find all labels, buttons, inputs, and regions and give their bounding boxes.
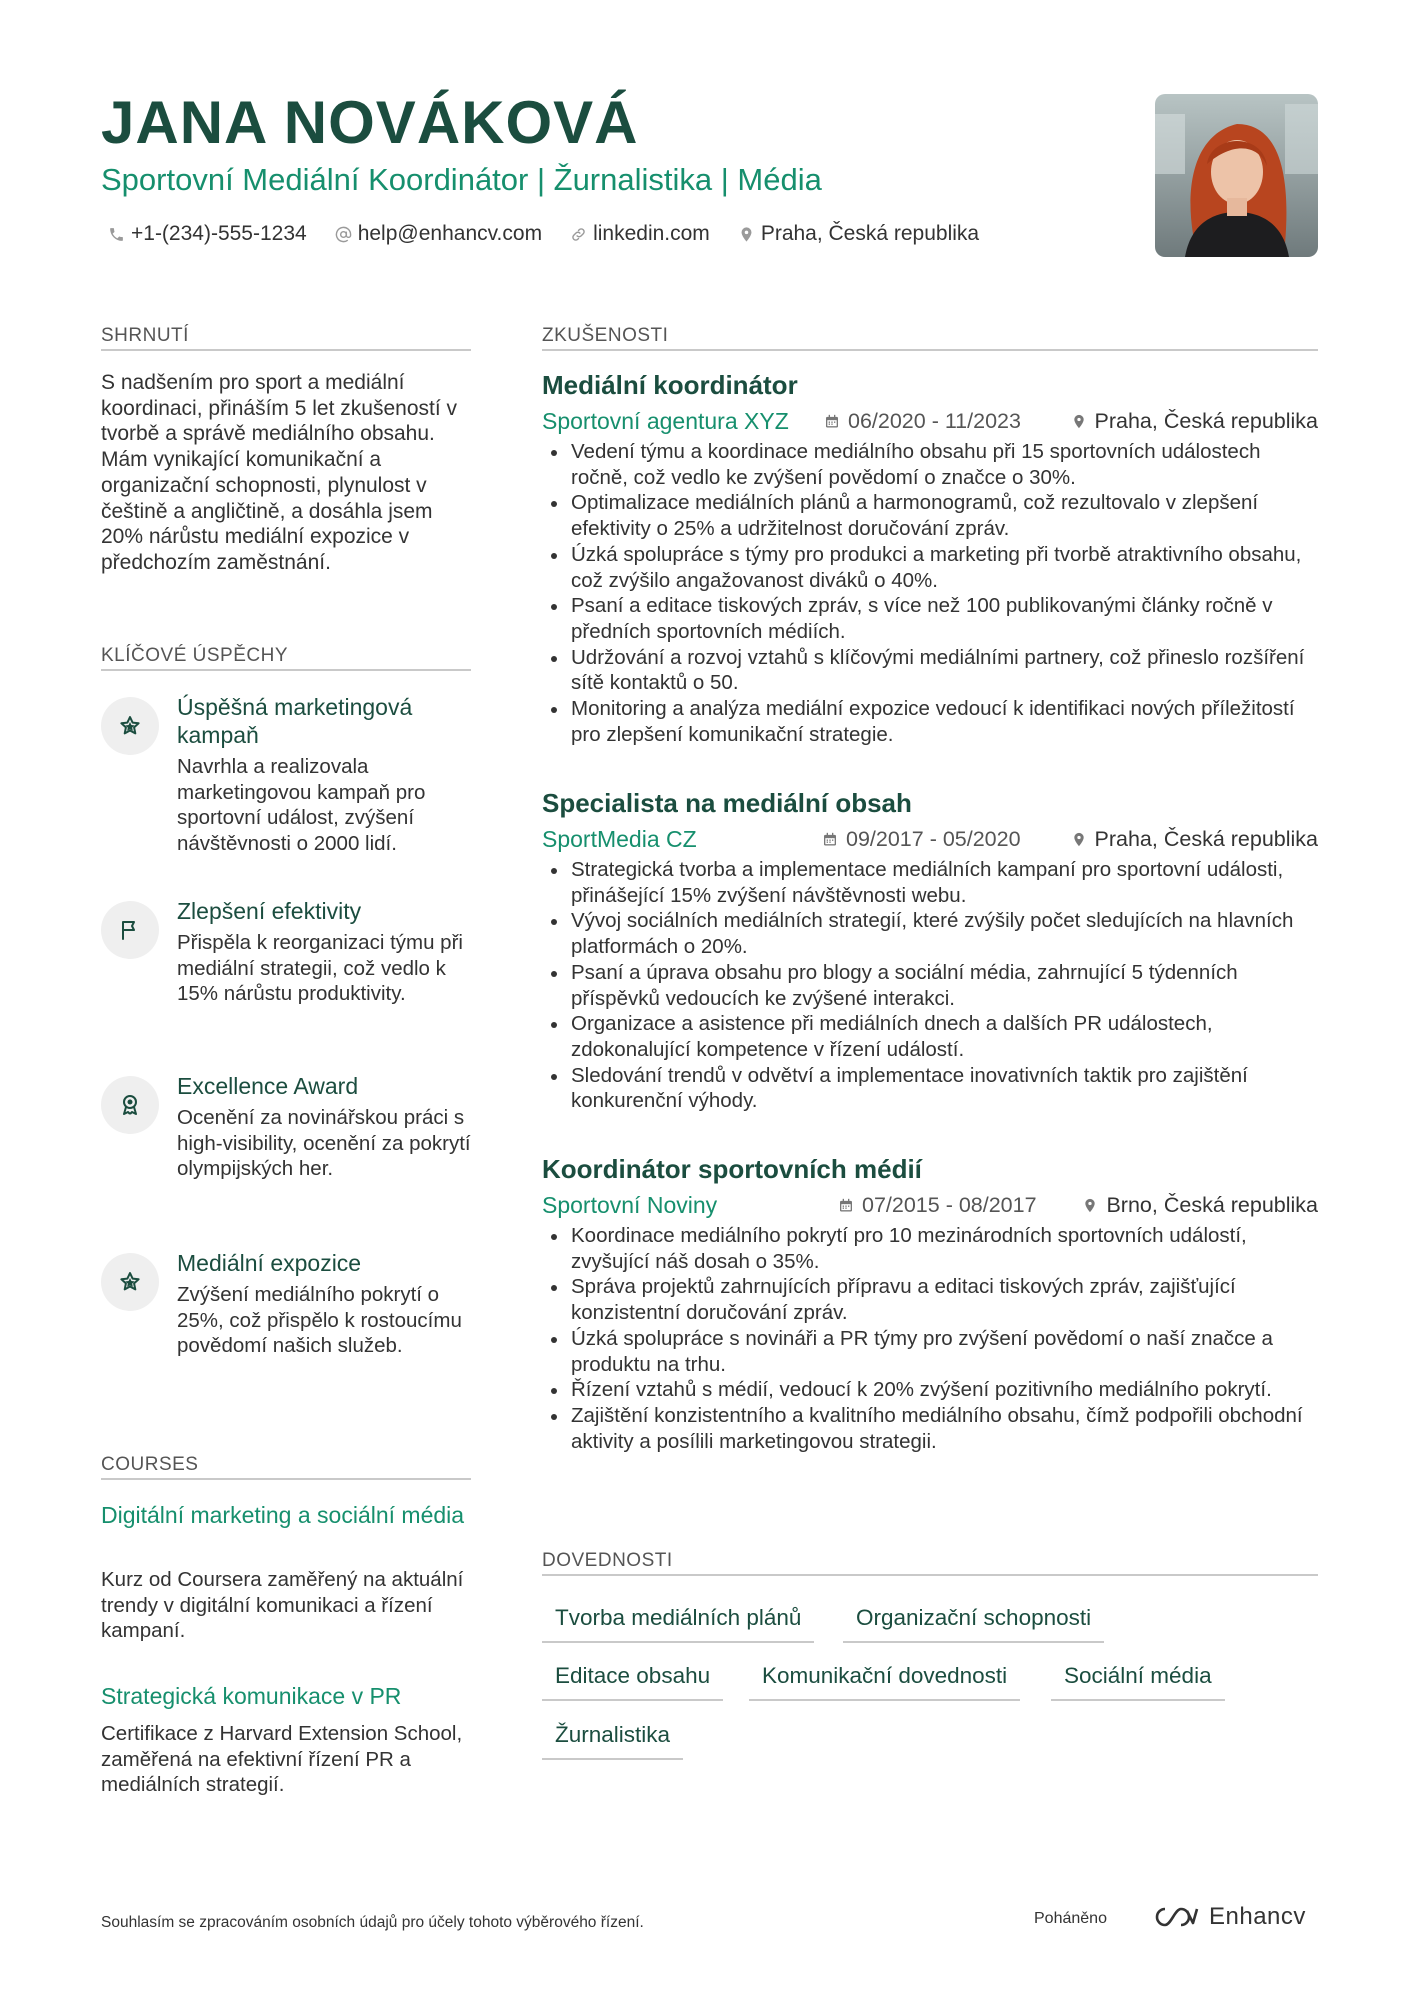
job-bullet: Optimalizace mediálních plánů a harmonogramů, což rezultovalo v zlepšení efektivity o 25% a udržitelnost doručování zpráv. bbox=[542, 490, 1318, 541]
linkedin-text: linkedin.com bbox=[593, 222, 710, 245]
job-bullet: Zajištění konzistentního a kvalitního mediálního obsahu, čímž podpořili obchodní aktivity a posílili marketingovou strategii. bbox=[542, 1403, 1318, 1454]
achievement-icon-circle bbox=[101, 697, 159, 755]
candidate-name: JANA NOVÁKOVÁ bbox=[101, 89, 639, 156]
skill-tag: Žurnalistika bbox=[542, 1720, 683, 1760]
achievement-description: Navrhla a realizovala marketingovou kampaň pro sportovní událost, zvýšení návštěvnosti o 2000 lidí. bbox=[177, 755, 426, 856]
at-icon bbox=[335, 226, 352, 243]
calendar-icon bbox=[838, 1197, 854, 1214]
job-title: Specialista na mediální obsah bbox=[542, 788, 912, 818]
link-icon bbox=[570, 226, 587, 243]
job-entry bbox=[542, 1153, 1318, 1454]
job-dates-text: 06/2020 - 11/2023 bbox=[848, 409, 1021, 433]
achievement-title: Excellence Award bbox=[177, 1073, 359, 1099]
job-entry bbox=[542, 369, 1318, 747]
job-location-text: Praha, Česká republika bbox=[1094, 409, 1318, 433]
job-meta bbox=[542, 823, 1318, 855]
enhancv-logo[interactable] bbox=[1153, 1903, 1306, 1931]
job-bullet: Řízení vztahů s médií, vedoucí k 20% zvýšení pozitivního mediálního pokrytí. bbox=[542, 1377, 1318, 1403]
job-meta bbox=[542, 405, 1318, 437]
summary-heading: SHRNUTÍ bbox=[101, 325, 189, 346]
achievement-description: Zvýšení mediálního pokrytí o 25%, což přispělo k rostoucímu povědomí našich služeb. bbox=[177, 1283, 462, 1358]
job-location bbox=[1082, 1189, 1318, 1221]
job-dates bbox=[824, 405, 1021, 437]
skill-tag: Sociální média bbox=[1051, 1661, 1225, 1701]
achievement-icon-circle bbox=[101, 901, 159, 959]
job-company: Sportovní agentura XYZ bbox=[542, 408, 789, 434]
job-company: SportMedia CZ bbox=[542, 826, 697, 852]
job-bullets bbox=[542, 1223, 1318, 1454]
calendar-icon bbox=[822, 831, 838, 848]
course-description: Kurz od Coursera zaměřený na aktuální trendy v digitální komunikaci a řízení kampaní. bbox=[101, 1568, 464, 1643]
summary-text: S nadšením pro sport a mediální koordinaci, přináším 5 let zkušeností v tvorbě a správě mediálního obsahu. Mám vynikající komunikační a organizační schopnosti, plynulost v češtině a angličtině, a dosáhla jsem 20% nárůstu mediální expozice v předchozím zaměstnání. bbox=[101, 371, 457, 574]
achievement-description: Ocenění za novinářskou práci s high-visibility, ocenění za pokrytí olympijských her. bbox=[177, 1106, 471, 1181]
profile-photo bbox=[1155, 94, 1318, 257]
calendar-icon bbox=[824, 413, 840, 430]
job-bullet: Úzká spolupráce s novináři a PR týmy pro zvýšení povědomí o naší značce a produktu na trhu. bbox=[542, 1326, 1318, 1377]
powered-by-label: Poháněno bbox=[1034, 1910, 1107, 1927]
job-bullets bbox=[542, 857, 1318, 1114]
achievement-item bbox=[101, 1072, 471, 1222]
contact-bar bbox=[108, 219, 979, 249]
job-dates-text: 09/2017 - 05/2020 bbox=[846, 827, 1021, 851]
job-bullet: Strategická tvorba a implementace mediálních kampaní pro sportovní události, přinášející 15% zvýšení návštěvnosti webu. bbox=[542, 857, 1318, 908]
achievement-description: Přispěla k reorganizaci týmu při mediální strategii, což vedlo k 15% nárůstu produktivity. bbox=[177, 931, 463, 1006]
job-bullet: Psaní a úprava obsahu pro blogy a sociální média, zahrnující 5 týdenních příspěvků vedoucích ke zvýšené interakci. bbox=[542, 960, 1318, 1011]
job-bullet: Vedení týmu a koordinace mediálního obsahu při 15 sportovních událostech ročně, což vedlo ke zvýšení povědomí o značce o 30%. bbox=[542, 439, 1318, 490]
achievement-item bbox=[101, 1249, 471, 1399]
job-location bbox=[1071, 405, 1318, 437]
email-text: help@enhancv.com bbox=[357, 222, 543, 245]
achievement-icon-circle bbox=[101, 1076, 159, 1134]
job-bullet: Úzká spolupráce s týmy pro produkci a marketing při tvorbě atraktivního obsahu, což zvýšilo angažovanost diváků o 40%. bbox=[542, 542, 1318, 593]
award-icon bbox=[118, 1093, 142, 1117]
job-bullet: Správa projektů zahrnujících přípravu a editaci tiskových zpráv, zajišťující konzistentní doručování zpráv. bbox=[542, 1274, 1318, 1325]
contact-email[interactable] bbox=[335, 219, 542, 249]
course-description: Certifikace z Harvard Extension School, zaměřená na efektivní řízení PR a mediálních strategií. bbox=[101, 1722, 463, 1797]
job-location-text: Brno, Česká republika bbox=[1106, 1193, 1318, 1217]
location-text: Praha, Česká republika bbox=[760, 222, 980, 245]
skill-tag: Tvorba mediálních plánů bbox=[542, 1603, 814, 1643]
job-title: Mediální koordinátor bbox=[542, 370, 798, 400]
achievement-title: Mediální expozice bbox=[177, 1250, 362, 1276]
star-icon bbox=[118, 714, 142, 738]
job-entry bbox=[542, 787, 1318, 1114]
enhancv-brand-text: Enhancv bbox=[1209, 1903, 1306, 1930]
job-bullet: Udržování a rozvoj vztahů s klíčovými mediálními partnery, což přineslo rozšíření sítě kontaktů o 50. bbox=[542, 645, 1318, 696]
job-location bbox=[1071, 823, 1318, 855]
job-bullet: Koordinace mediálního pokrytí pro 10 mezinárodních sportovních událostí, zvyšující náš dosah o 35%. bbox=[542, 1223, 1318, 1274]
skills-heading: DOVEDNOSTI bbox=[542, 1550, 673, 1571]
phone-text: +1-(234)-555-1234 bbox=[131, 222, 307, 245]
location-pin-icon bbox=[1071, 413, 1087, 430]
achievements-divider bbox=[101, 669, 471, 671]
skills-divider bbox=[542, 1574, 1318, 1576]
job-company: Sportovní Noviny bbox=[542, 1192, 718, 1218]
job-dates bbox=[822, 823, 1021, 855]
course-title: Strategická komunikace v PR bbox=[101, 1683, 402, 1709]
job-meta bbox=[542, 1189, 1318, 1221]
location-pin-icon bbox=[1071, 831, 1087, 848]
skill-tag: Editace obsahu bbox=[542, 1661, 723, 1701]
flag-icon bbox=[118, 918, 142, 942]
skill-tag: Organizační schopnosti bbox=[843, 1603, 1104, 1643]
courses-divider bbox=[101, 1478, 471, 1480]
contact-phone[interactable] bbox=[108, 219, 307, 249]
achievement-item bbox=[101, 897, 471, 1047]
consent-note: Souhlasím se zpracováním osobních údajů pro účely tohoto výběrového řízení. bbox=[101, 1914, 644, 1931]
experience-divider bbox=[542, 349, 1318, 351]
candidate-headline: Sportovní Mediální Koordinátor | Žurnalistika | Média bbox=[101, 162, 822, 197]
job-bullet: Vývoj sociálních mediálních strategií, které zvýšily počet sledujících na hlavních platformách o 20%. bbox=[542, 908, 1318, 959]
achievements-heading: KLÍČOVÉ ÚSPĚCHY bbox=[101, 645, 288, 666]
location-pin-icon bbox=[738, 226, 755, 243]
achievement-title: Úspěšná marketingová kampaň bbox=[177, 694, 413, 748]
courses-heading: COURSES bbox=[101, 1454, 199, 1475]
achievement-item bbox=[101, 693, 471, 873]
job-bullets bbox=[542, 439, 1318, 747]
course-title: Digitální marketing a sociální média bbox=[101, 1502, 465, 1528]
star-icon bbox=[118, 1270, 142, 1294]
job-dates bbox=[838, 1189, 1037, 1221]
job-location-text: Praha, Česká republika bbox=[1094, 827, 1318, 851]
contact-location bbox=[738, 219, 979, 249]
job-dates-text: 07/2015 - 08/2017 bbox=[862, 1193, 1037, 1217]
experience-heading: ZKUŠENOSTI bbox=[542, 325, 669, 346]
contact-linkedin[interactable] bbox=[570, 219, 710, 249]
summary-divider bbox=[101, 349, 471, 351]
location-pin-icon bbox=[1082, 1197, 1098, 1214]
job-bullet: Sledování trendů v odvětví a implementace inovativních taktik pro zajištění konkurenční výhody. bbox=[542, 1063, 1318, 1114]
achievement-title: Zlepšení efektivity bbox=[177, 898, 362, 924]
job-bullet: Psaní a editace tiskových zpráv, s více než 100 publikovanými články ročně v předních sportovních médiích. bbox=[542, 593, 1318, 644]
job-bullet: Monitoring a analýza mediální expozice vedoucí k identifikaci nových příležitostí pro zlepšení komunikační strategie. bbox=[542, 696, 1318, 747]
job-bullet: Organizace a asistence při mediálních dnech a dalších PR událostech, zdokonalující kompetence v řízení událostí. bbox=[542, 1011, 1318, 1062]
job-title: Koordinátor sportovních médií bbox=[542, 1154, 922, 1184]
skill-tag: Komunikační dovednosti bbox=[749, 1661, 1020, 1701]
phone-icon bbox=[108, 226, 125, 243]
achievement-icon-circle bbox=[101, 1253, 159, 1311]
enhancv-logo-icon bbox=[1153, 1905, 1199, 1929]
